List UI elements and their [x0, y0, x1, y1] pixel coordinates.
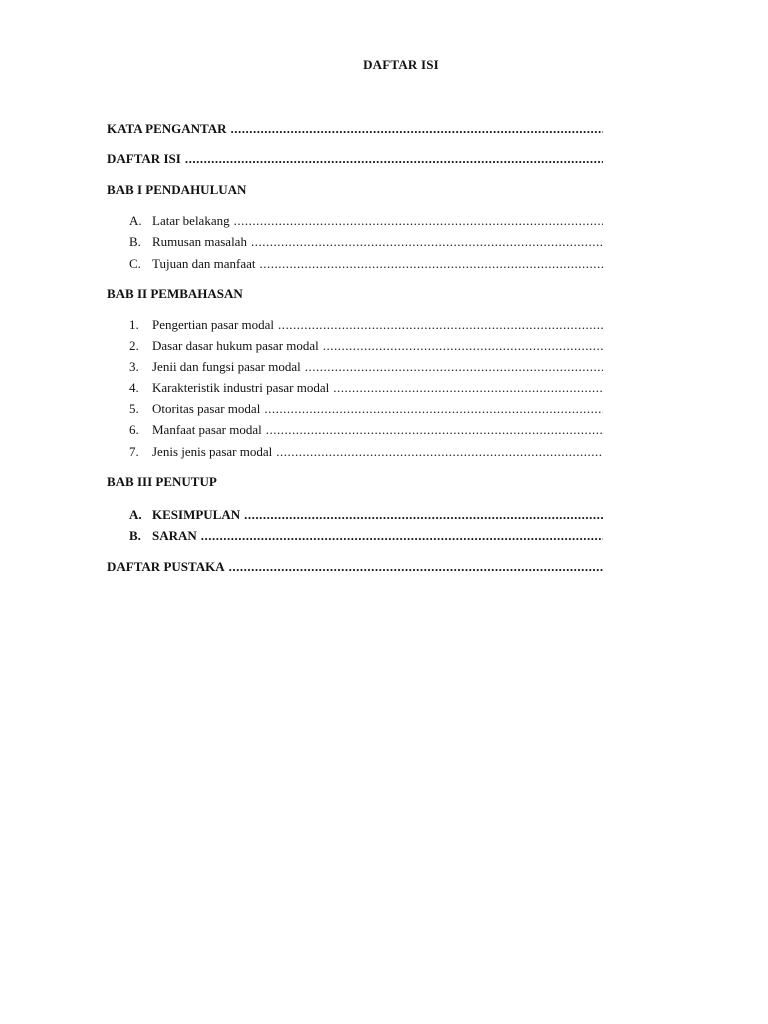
- toc-entry-label: Pengertian pasar modal: [152, 317, 275, 332]
- list-marker: A.: [129, 507, 142, 522]
- toc-entry-label: Jenii dan fungsi pasar modal: [152, 359, 301, 374]
- dot-leader: [333, 380, 603, 396]
- dot-leader: [244, 507, 603, 523]
- dot-leader: [231, 121, 603, 137]
- toc-entry-pengertian-pasar-modal: [129, 317, 603, 333]
- toc-entry-saran: [129, 528, 603, 544]
- dot-leader: [264, 401, 603, 417]
- list-marker: 7.: [129, 444, 139, 459]
- dot-leader: [251, 234, 603, 250]
- dot-leader: [229, 559, 603, 575]
- toc-entry-label: DAFTAR ISI: [107, 151, 181, 166]
- toc-entry-karakteristik: [129, 380, 603, 396]
- dot-leader: [323, 338, 603, 354]
- toc-entry-label: Otoritas pasar modal: [152, 401, 261, 416]
- list-marker: 4.: [129, 380, 139, 395]
- dot-leader: [276, 444, 603, 460]
- dot-leader: [260, 256, 604, 272]
- toc-entry-kata-pengantar: [107, 121, 603, 137]
- list-marker: 2.: [129, 338, 139, 353]
- toc-entry-kesimpulan: [129, 507, 603, 523]
- toc-entry-daftar-pustaka: [107, 559, 603, 575]
- dot-leader: [305, 359, 603, 375]
- toc-entry-label: Dasar dasar hukum pasar modal: [152, 338, 319, 353]
- toc-entry-manfaat: [129, 422, 603, 438]
- list-marker: B.: [129, 234, 141, 249]
- dot-leader: [278, 317, 603, 333]
- toc-entry-label: Tujuan dan manfaat: [152, 256, 256, 271]
- toc-entry-label: Manfaat pasar modal: [152, 422, 262, 437]
- toc-entry-dasar-hukum: [129, 338, 603, 354]
- toc-entry-label: Karakteristik industri pasar modal: [152, 380, 330, 395]
- list-marker: C.: [129, 256, 141, 271]
- page-title: DAFTAR ISI: [363, 57, 439, 72]
- toc-entry-otoritas: [129, 401, 603, 417]
- dot-leader: [266, 422, 603, 438]
- toc-entry-latar-belakang: [129, 213, 603, 229]
- toc-entry-label: KESIMPULAN: [152, 507, 241, 522]
- list-marker: B.: [129, 528, 141, 543]
- dot-leader: [185, 151, 603, 167]
- dot-leader: [201, 528, 603, 544]
- toc-entry-rumusan-masalah: [129, 234, 603, 250]
- chapter-heading-bab-2: BAB II PEMBAHASAN: [107, 286, 243, 301]
- toc-entry-label: Jenis jenis pasar modal: [152, 444, 273, 459]
- toc-entry-label: Latar belakang: [152, 213, 230, 228]
- chapter-heading-bab-1: BAB I PENDAHULUAN: [107, 182, 247, 197]
- toc-entry-tujuan-dan-manfaat: [129, 256, 603, 272]
- toc-entry-jenis-jenis: [129, 444, 603, 460]
- list-marker: 5.: [129, 401, 139, 416]
- toc-entry-label: SARAN: [152, 528, 197, 543]
- toc-entry-label: DAFTAR PUSTAKA: [107, 559, 225, 574]
- list-marker: A.: [129, 213, 142, 228]
- list-marker: 3.: [129, 359, 139, 374]
- toc-entry-label: KATA PENGANTAR: [107, 121, 227, 136]
- toc-entry-label: Rumusan masalah: [152, 234, 247, 249]
- toc-entry-daftar-isi: [107, 151, 603, 167]
- toc-entry-jenis-dan-fungsi: [129, 359, 603, 375]
- list-marker: 1.: [129, 317, 139, 332]
- dot-leader: [234, 213, 603, 229]
- chapter-heading-bab-3: BAB III PENUTUP: [107, 474, 217, 489]
- list-marker: 6.: [129, 422, 139, 437]
